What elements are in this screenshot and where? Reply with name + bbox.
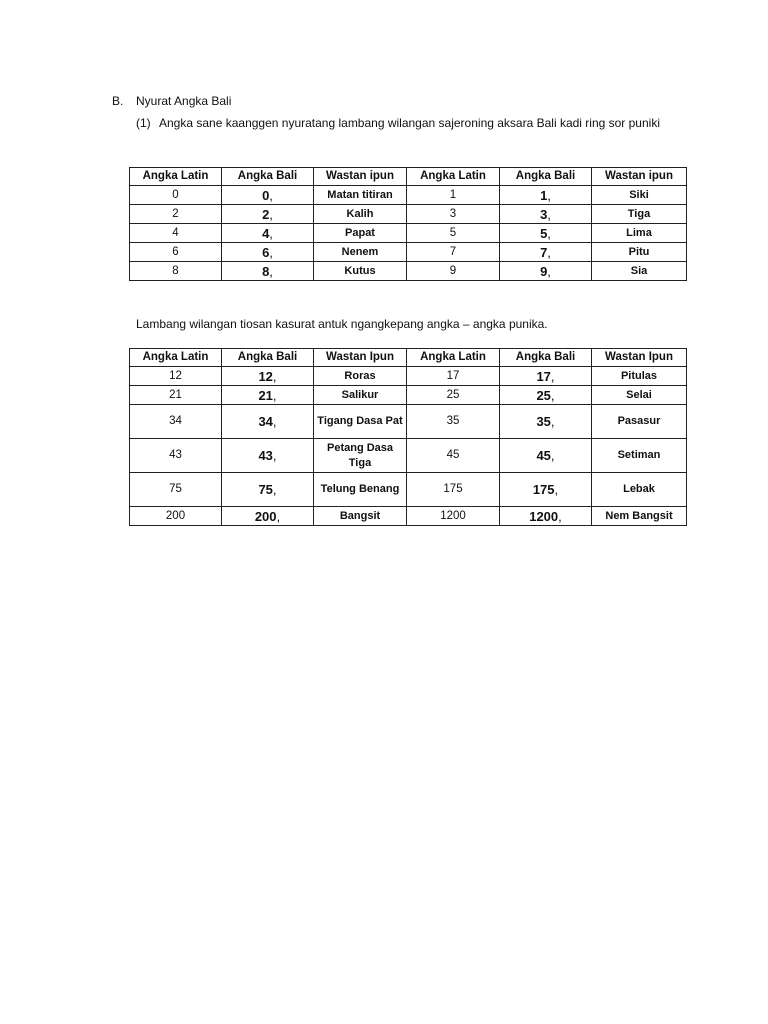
cell-latin: 21 bbox=[130, 386, 222, 405]
section-heading bbox=[112, 92, 231, 110]
cell-wastan: Pitulas bbox=[592, 367, 687, 386]
header-angka-bali: Angka Bali bbox=[500, 349, 592, 367]
cell-wastan: Tigang Dasa Pat bbox=[314, 405, 407, 439]
bali-suffix: , bbox=[547, 206, 551, 222]
list-item-number: (1) bbox=[136, 116, 151, 130]
bali-numeral: 9 bbox=[540, 263, 548, 279]
bali-numeral: 35 bbox=[536, 414, 551, 429]
bali-suffix: , bbox=[272, 448, 277, 463]
bali-suffix: , bbox=[269, 206, 273, 222]
cell-latin: 45 bbox=[407, 439, 500, 473]
cell-wastan: Setiman bbox=[592, 439, 687, 473]
bali-suffix: , bbox=[550, 448, 555, 463]
cell-latin: 7 bbox=[407, 243, 500, 262]
bali-numeral: 7 bbox=[540, 244, 548, 260]
bali-numeral: 34 bbox=[258, 414, 273, 429]
table-row bbox=[130, 367, 687, 386]
table-row bbox=[130, 224, 687, 243]
cell-latin: 5 bbox=[407, 224, 500, 243]
table-row bbox=[130, 405, 687, 439]
bali-suffix: , bbox=[547, 187, 551, 203]
cell-wastan: Siki bbox=[592, 186, 687, 205]
bali-numeral: 1 bbox=[540, 187, 548, 203]
cell-latin: 0 bbox=[130, 186, 222, 205]
bali-suffix: , bbox=[550, 414, 555, 429]
bali-numeral: 8 bbox=[262, 263, 270, 279]
cell-bali bbox=[222, 243, 314, 262]
cell-wastan: Kutus bbox=[314, 262, 407, 281]
cell-bali bbox=[500, 473, 592, 507]
bali-suffix: , bbox=[272, 414, 277, 429]
bali-suffix: , bbox=[558, 508, 562, 524]
cell-wastan: Salikur bbox=[314, 386, 407, 405]
cell-bali bbox=[500, 507, 592, 526]
cell-bali bbox=[222, 205, 314, 224]
header-angka-bali: Angka Bali bbox=[500, 168, 592, 186]
cell-wastan: Pitu bbox=[592, 243, 687, 262]
cell-latin: 2 bbox=[130, 205, 222, 224]
cell-wastan: Petang Dasa Tiga bbox=[314, 439, 407, 473]
cell-wastan: Nem Bangsit bbox=[592, 507, 687, 526]
cell-bali bbox=[500, 205, 592, 224]
table-row bbox=[130, 439, 687, 473]
cell-wastan: Sia bbox=[592, 262, 687, 281]
header-angka-bali: Angka Bali bbox=[222, 349, 314, 367]
note-paragraph: Lambang wilangan tiosan kasurat antuk ngangkepang angka – angka punika. bbox=[136, 317, 548, 331]
header-angka-latin: Angka Latin bbox=[130, 349, 222, 367]
bali-suffix: , bbox=[272, 368, 277, 384]
cell-bali bbox=[222, 186, 314, 205]
cell-wastan: Bangsit bbox=[314, 507, 407, 526]
section-title: Nyurat Angka Bali bbox=[136, 94, 232, 108]
cell-bali bbox=[222, 224, 314, 243]
table-row bbox=[130, 507, 687, 526]
cell-wastan: Lebak bbox=[592, 473, 687, 507]
cell-latin: 9 bbox=[407, 262, 500, 281]
bali-numeral: 43 bbox=[258, 448, 273, 463]
bali-numeral: 2 bbox=[262, 206, 270, 222]
cell-bali bbox=[222, 405, 314, 439]
bali-suffix: , bbox=[269, 263, 273, 279]
cell-latin: 200 bbox=[130, 507, 222, 526]
cell-wastan: Lima bbox=[592, 224, 687, 243]
table-row bbox=[130, 386, 687, 405]
bali-suffix: , bbox=[269, 225, 273, 241]
cell-bali bbox=[500, 243, 592, 262]
cell-bali bbox=[500, 186, 592, 205]
bali-suffix: , bbox=[547, 225, 551, 241]
cell-latin: 17 bbox=[407, 367, 500, 386]
bali-numeral: 21 bbox=[258, 387, 273, 403]
table-row bbox=[130, 243, 687, 262]
cell-latin: 1 bbox=[407, 186, 500, 205]
cell-latin: 75 bbox=[130, 473, 222, 507]
bali-numeral: 5 bbox=[540, 225, 548, 241]
cell-latin: 25 bbox=[407, 386, 500, 405]
header-angka-latin: Angka Latin bbox=[130, 168, 222, 186]
cell-wastan: Kalih bbox=[314, 205, 407, 224]
cell-bali bbox=[500, 439, 592, 473]
cell-bali bbox=[222, 386, 314, 405]
table-row bbox=[130, 473, 687, 507]
header-wastan-ipun: Wastan ipun bbox=[314, 168, 407, 186]
bali-suffix: , bbox=[276, 508, 281, 524]
table-row bbox=[130, 186, 687, 205]
bali-numeral: 3 bbox=[540, 206, 548, 222]
bali-numeral: 12 bbox=[258, 368, 273, 384]
table-row bbox=[130, 262, 687, 281]
bali-numeral: 75 bbox=[258, 482, 273, 497]
cell-bali bbox=[222, 473, 314, 507]
cell-latin: 34 bbox=[130, 405, 222, 439]
cell-bali bbox=[500, 262, 592, 281]
cell-wastan: Nenem bbox=[314, 243, 407, 262]
bali-numeral: 175 bbox=[532, 482, 555, 497]
table-header-row bbox=[130, 349, 687, 367]
cell-wastan: Papat bbox=[314, 224, 407, 243]
cell-latin: 8 bbox=[130, 262, 222, 281]
cell-latin: 12 bbox=[130, 367, 222, 386]
bali-numeral: 200 bbox=[254, 508, 277, 524]
header-angka-latin: Angka Latin bbox=[407, 349, 500, 367]
cell-latin: 35 bbox=[407, 405, 500, 439]
cell-bali bbox=[222, 367, 314, 386]
cell-latin: 6 bbox=[130, 243, 222, 262]
bali-suffix: , bbox=[554, 482, 559, 497]
cell-wastan: Selai bbox=[592, 386, 687, 405]
table-row bbox=[130, 205, 687, 224]
cell-latin: 1200 bbox=[407, 507, 500, 526]
cell-bali bbox=[222, 507, 314, 526]
bali-numeral: 25 bbox=[536, 387, 551, 403]
header-wastan-ipun: Wastan Ipun bbox=[314, 349, 407, 367]
bali-numeral: 17 bbox=[536, 368, 551, 384]
header-wastan-ipun: Wastan ipun bbox=[592, 168, 687, 186]
header-wastan-ipun: Wastan Ipun bbox=[592, 349, 687, 367]
cell-bali bbox=[222, 262, 314, 281]
list-item-1 bbox=[136, 114, 666, 132]
cell-wastan: Pasasur bbox=[592, 405, 687, 439]
cell-latin: 3 bbox=[407, 205, 500, 224]
cell-bali bbox=[222, 439, 314, 473]
header-angka-latin: Angka Latin bbox=[407, 168, 500, 186]
cell-wastan: Telung Benang bbox=[314, 473, 407, 507]
numerals-table-basic bbox=[129, 167, 687, 281]
header-angka-bali: Angka Bali bbox=[222, 168, 314, 186]
list-item-text: Angka sane kaanggen nyuratang lambang wilangan sajeroning aksara Bali kadi ring sor puniki bbox=[159, 116, 660, 130]
bali-numeral: 6 bbox=[262, 244, 270, 260]
bali-suffix: , bbox=[550, 387, 555, 403]
bali-numeral: 1200 bbox=[529, 508, 559, 524]
cell-bali bbox=[500, 224, 592, 243]
cell-latin: 4 bbox=[130, 224, 222, 243]
cell-latin: 43 bbox=[130, 439, 222, 473]
bali-numeral: 4 bbox=[262, 225, 270, 241]
cell-bali bbox=[500, 386, 592, 405]
bali-suffix: , bbox=[269, 244, 273, 260]
bali-suffix: , bbox=[550, 368, 555, 384]
bali-numeral: 45 bbox=[536, 448, 551, 463]
numerals-table-compound bbox=[129, 348, 687, 526]
bali-suffix: , bbox=[272, 387, 277, 403]
cell-wastan: Tiga bbox=[592, 205, 687, 224]
bali-suffix: , bbox=[547, 244, 551, 260]
section-letter: B. bbox=[112, 94, 124, 108]
cell-latin: 175 bbox=[407, 473, 500, 507]
cell-bali bbox=[500, 367, 592, 386]
cell-wastan: Matan titiran bbox=[314, 186, 407, 205]
table-header-row bbox=[130, 168, 687, 186]
cell-wastan: Roras bbox=[314, 367, 407, 386]
bali-suffix: , bbox=[269, 187, 273, 203]
bali-numeral: 0 bbox=[262, 187, 270, 203]
bali-suffix: , bbox=[272, 482, 277, 497]
bali-suffix: , bbox=[547, 263, 551, 279]
cell-bali bbox=[500, 405, 592, 439]
